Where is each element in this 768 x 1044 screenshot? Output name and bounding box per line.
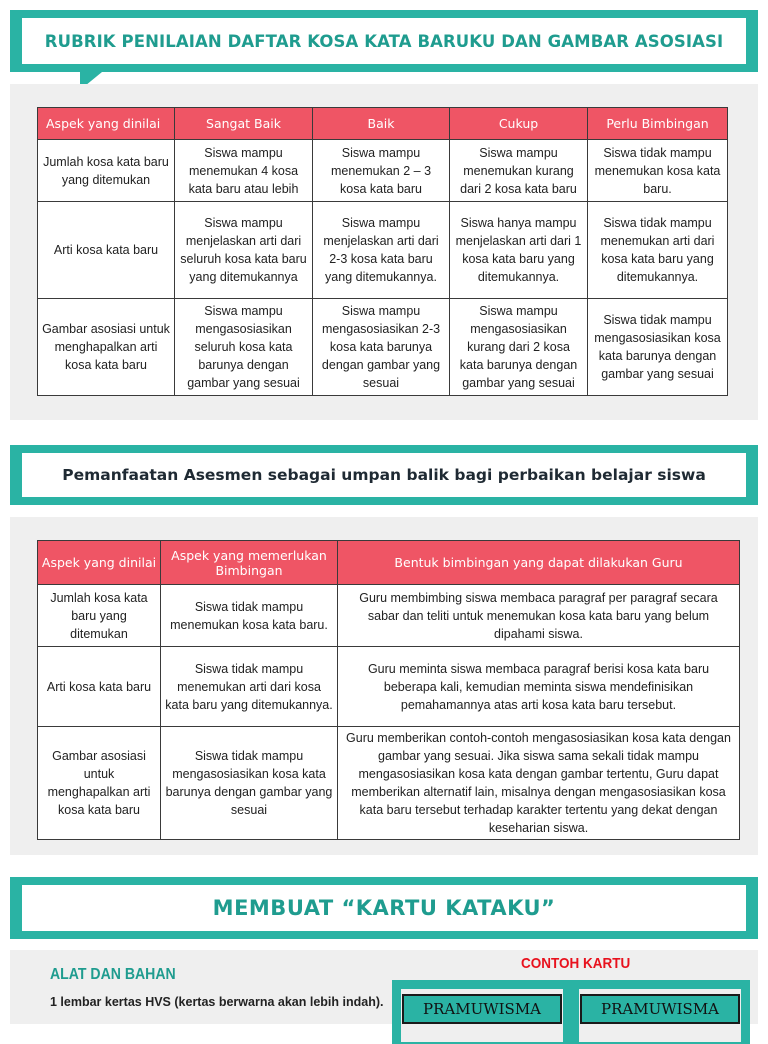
table-cell: Guru memberikan contoh-contoh mengasosiasikan kosa kata dengan gambar yang sesuai. Jika siswa sama sekali tidak mampu mengasosiasikan kosa kata dengan gambar tertentu, Guru dapat memberikan alternatif lain, misalnya dengan mengasosiasikan kosa kata baru tersebut terhadap karakter tertentu yang dekat dengan keseharian siswa.: [338, 727, 740, 840]
column-header: Perlu Bimbingan: [588, 108, 728, 140]
table-header-row: [38, 108, 728, 140]
table-cell: Siswa mampu menemukan 4 kosa kata baru atau lebih: [175, 140, 313, 202]
column-header: Bentuk bimbingan yang dapat dilakukan Guru: [338, 541, 740, 585]
table-row: [38, 727, 740, 840]
table-cell: Siswa mampu menjelaskan arti dari seluruh kosa kata baru yang ditemukannya: [175, 202, 313, 299]
column-header: Baik: [313, 108, 450, 140]
table-cell: Siswa mampu mengasosiasikan 2-3 kosa kata barunya dengan gambar yang sesuai: [313, 299, 450, 396]
column-header: Sangat Baik: [175, 108, 313, 140]
table-cell: Guru membimbing siswa membaca paragraf per paragraf secara sabar dan teliti untuk menemukan kosa kata baru yang belum dipahami siswa.: [338, 585, 740, 647]
table-cell: Siswa mampu menemukan 2 – 3 kosa kata baru: [313, 140, 450, 202]
example-heading: CONTOH KARTU: [521, 955, 631, 972]
table-cell: Siswa mampu mengasosiasikan seluruh kosa kata barunya dengan gambar yang sesuai: [175, 299, 313, 396]
table-row: [38, 299, 728, 396]
materials-heading: ALAT DAN BAHAN: [50, 966, 176, 983]
section3-title: MEMBUAT “KARTU KATAKU”: [212, 896, 556, 920]
table-cell: Arti kosa kata baru: [38, 202, 175, 299]
rubric-table: [37, 107, 728, 396]
table-cell: Siswa tidak mampu menemukan kosa kata baru.: [588, 140, 728, 202]
feedback-table: [37, 540, 740, 840]
materials-line: 1 lembar kertas HVS (kertas berwarna akan lebih indah).: [50, 995, 384, 1009]
table-cell: Siswa mampu menemukan kurang dari 2 kosa kata baru: [450, 140, 588, 202]
table-cell: Siswa tidak mampu mengasosiasikan kosa kata barunya dengan gambar yang sesuai: [161, 727, 338, 840]
table-row: [38, 202, 728, 299]
example-card: [570, 980, 750, 1044]
table-cell: Jumlah kosa kata baru yang ditemukan: [38, 585, 161, 647]
table-cell: Siswa mampu mengasosiasikan kurang dari 2 kosa kata barunya dengan gambar yang sesuai: [450, 299, 588, 396]
table-cell: Gambar asosiasi untuk menghapalkan arti kosa kata baru: [38, 727, 161, 840]
table-row: [38, 140, 728, 202]
table-cell: Jumlah kosa kata baru yang ditemukan: [38, 140, 175, 202]
column-header: Aspek yang memerlukan Bimbingan: [161, 541, 338, 585]
table-cell: Siswa tidak mampu menemukan kosa kata baru.: [161, 585, 338, 647]
table-cell: Gambar asosiasi untuk menghapalkan arti kosa kata baru: [38, 299, 175, 396]
table-cell: Siswa hanya mampu menjelaskan arti dari 1 kosa kata baru yang ditemukannya.: [450, 202, 588, 299]
table-cell: Siswa tidak mampu mengasosiasikan kosa kata barunya dengan gambar yang sesuai: [588, 299, 728, 396]
card-word: PRAMUWISMA: [402, 994, 562, 1024]
card-word: PRAMUWISMA: [580, 994, 740, 1024]
example-card: [392, 980, 572, 1044]
table-cell: Guru meminta siswa membaca paragraf berisi kosa kata baru beberapa kali, kemudian meminta siswa mendefinisikan pemahamannya atas arti kosa kata baru tersebut.: [338, 647, 740, 727]
table-row: [38, 585, 740, 647]
section3-banner: [10, 877, 758, 939]
column-header: Cukup: [450, 108, 588, 140]
table-cell: Arti kosa kata baru: [38, 647, 161, 727]
section1-title: RUBRIK PENILAIAN DAFTAR KOSA KATA BARUKU DAN GAMBAR ASOSIASI: [44, 31, 724, 51]
table-cell: Siswa mampu menjelaskan arti dari 2-3 kosa kata baru yang ditemukannya.: [313, 202, 450, 299]
table-row: [38, 647, 740, 727]
table-header-row: [38, 541, 740, 585]
section1-banner: [10, 10, 758, 72]
column-header: Aspek yang dinilai: [38, 108, 175, 140]
column-header: Aspek yang dinilai: [38, 541, 161, 585]
section2-banner: [10, 445, 758, 505]
table-cell: Siswa tidak mampu menemukan arti dari kosa kata baru yang ditemukannya.: [161, 647, 338, 727]
section2-title: Pemanfaatan Asesmen sebagai umpan balik bagi perbaikan belajar siswa: [62, 466, 706, 484]
table-cell: Siswa tidak mampu menemukan arti dari kosa kata baru yang ditemukannya.: [588, 202, 728, 299]
